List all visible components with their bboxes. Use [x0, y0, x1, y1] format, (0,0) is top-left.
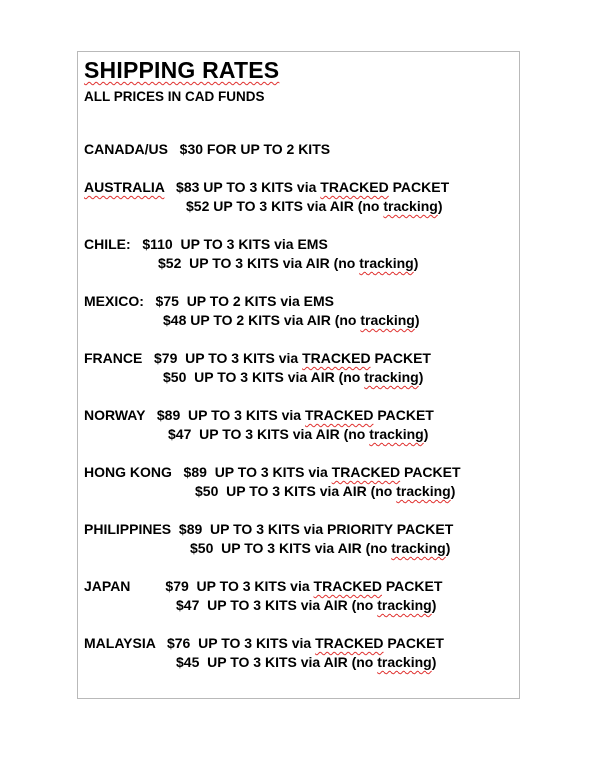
rate-line-mexico-1: MEXICO: $75 UP TO 2 KITS via EMS [84, 293, 335, 309]
rate-line-chile-1: CHILE: $110 UP TO 3 KITS via EMS [84, 236, 328, 252]
rate-line-norway-1: NORWAY $89 UP TO 3 KITS via TRACKED PACKET [84, 407, 434, 423]
rate-line-australia-1: AUSTRALIA $83 UP TO 3 KITS via TRACKED PACKET [84, 179, 450, 195]
rate-line-norway-2: $47 UP TO 3 KITS via AIR (no tracking) [168, 426, 429, 442]
page-subtitle: ALL PRICES IN CAD FUNDS [84, 89, 265, 104]
rate-line-hong-kong-2: $50 UP TO 3 KITS via AIR (no tracking) [195, 483, 456, 499]
rate-line-canada-us-1: CANADA/US $30 FOR UP TO 2 KITS [84, 141, 331, 157]
rate-line-japan-2: $47 UP TO 3 KITS via AIR (no tracking) [176, 597, 437, 613]
rate-line-hong-kong-1: HONG KONG $89 UP TO 3 KITS via TRACKED PACKET [84, 464, 461, 480]
rate-line-philippines-2: $50 UP TO 3 KITS via AIR (no tracking) [190, 540, 451, 556]
rate-line-mexico-2: $48 UP TO 2 KITS via AIR (no tracking) [163, 312, 420, 328]
rate-line-malaysia-2: $45 UP TO 3 KITS via AIR (no tracking) [176, 654, 437, 670]
rate-line-france-1: FRANCE $79 UP TO 3 KITS via TRACKED PACKET [84, 350, 431, 366]
rate-line-japan-1: JAPAN $79 UP TO 3 KITS via TRACKED PACKET [84, 578, 443, 594]
page-title: SHIPPING RATES [84, 57, 280, 83]
rate-line-chile-2: $52 UP TO 3 KITS via AIR (no tracking) [158, 255, 419, 271]
rate-line-malaysia-1: MALAYSIA $76 UP TO 3 KITS via TRACKED PACKET [84, 635, 444, 651]
rate-line-france-2: $50 UP TO 3 KITS via AIR (no tracking) [163, 369, 424, 385]
rate-line-australia-2: $52 UP TO 3 KITS via AIR (no tracking) [186, 198, 443, 214]
document-page [77, 51, 520, 699]
rate-line-philippines-1: PHILIPPINES $89 UP TO 3 KITS via PRIORITY PACKET [84, 521, 454, 537]
